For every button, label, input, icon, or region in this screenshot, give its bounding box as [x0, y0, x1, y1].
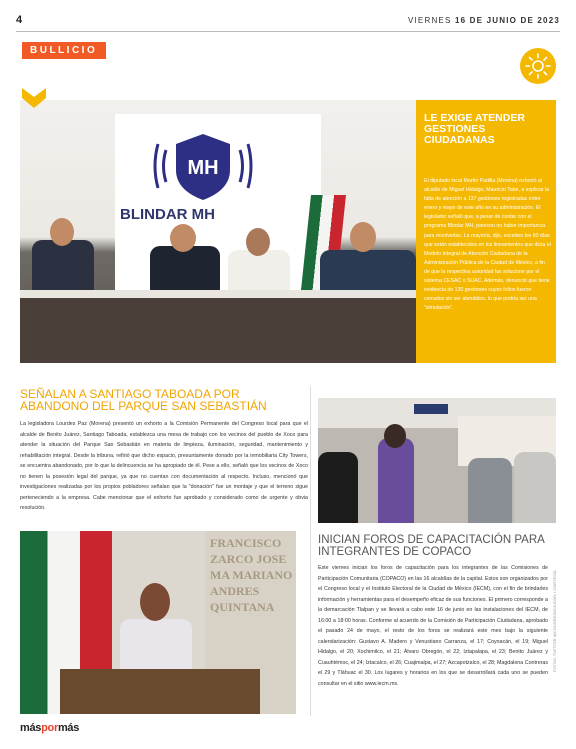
woman-purple	[378, 438, 414, 523]
signboard	[414, 404, 448, 414]
person-4-head	[350, 222, 376, 252]
speaker	[120, 619, 192, 669]
top-story-photo	[20, 100, 416, 363]
svg-text:MH: MH	[187, 157, 219, 179]
podium	[60, 669, 260, 714]
person-2-head	[170, 224, 196, 252]
top-story-title: LE EXIGE ATENDER GESTIONES CIUDADANAS	[424, 112, 525, 146]
speaker-head	[140, 583, 170, 621]
man-right	[514, 452, 556, 523]
left-story-body: La legisladora Lourdes Paz (Morena) presentó un exhorto a la Comisión Permanente del Congreso local para que el alcalde de Benito Juárez, Santiago Taboada, establezca una mesa de trabajo con los vecinos del pueblo de Xoco para atender la situación del Parque San Sebastián en materia de limpieza, iluminación, seguridad, mantenimiento y rehabilitación integral. Desde la tribuna, refirió que dicho espacio, presuntamente donado por la inmobiliaria City Towers, se encuentra abandonado, por lo que la delincuencia se ha apropiado de él. Pese a ello, señaló que los vecinos de Xoco no tienen la posesión legal del parque, ya que no cuentan con documentación al respecto. Incluso, mencionó que investigaciones realizadas por los propios pobladores señalan que la "donación" fue un montaje y que el terreno sigue perteneciendo a la empresa. Cabe mencionar que el exhorto fue aprobado y considerado como de urgente y obvia resolución.	[20, 421, 308, 511]
right-story-body: Este viernes inician los foros de capacitación para los integrantes de las Comisiones de Participación Comunitaria (COPACO) en las 16 alcaldías de la capital. Estos son organizados por el Congreso local y el Instituto Electoral de la Ciudad de México (IECM), con el fin de brindarles información y herramientas para el desempeño eficaz de sus funciones. El primero corresponde a la demarcación Tlalpan y se llevará a cabo este 16 de junio en las instalaciones del IECM, de 16:00 a 18:00 horas. Conforme al acuerdo de la Comisión de Participación Ciudadana, aprobado el pasado 24 de mayo, el resto de los foros se realizará este mes bajo la siguiente calendarización: Gustavo A. Madero y Venustiano Carranza, el 17; Coyoacán, el 19; Miguel Hidalgo, el 20; Xochimilco, el 21; Álvaro Obregón, el 22; Iztapalapa, el 23; Benito Juárez y Cuauhtémoc, el 24; Iztacalco, el 26; Cuajimalpa, el 27; Azcapotzalco, el 28; Magdalena Contreras el 29 y Tláhuac el 30. Los lugares y horarios en los que se desarrollará cada uno se pueden consultar en el sitio www.iecm.mx.	[318, 565, 548, 687]
date-prefix: VIERNES	[407, 16, 452, 25]
woman-black	[318, 452, 358, 523]
left-story-title: SEÑALAN A SANTIAGO TABOADA POR ABANDONO DEL PARQUE SAN SEBASTIÁN	[20, 387, 267, 413]
honor-wall-text: FRANCISCO ZARCO JOSE MA MARIANO ANDRES QUINTANA	[210, 536, 293, 614]
page-number: 4	[16, 14, 23, 26]
section-label: BULLICIO	[22, 42, 106, 59]
blindar-mh-logo	[150, 130, 256, 202]
dateline	[408, 16, 560, 25]
column-rule	[310, 386, 311, 716]
person-1-head	[50, 218, 74, 246]
right-story-photo	[318, 398, 556, 523]
person-3-head	[246, 228, 270, 256]
right-story-title: INICIAN FOROS DE CAPACITACIÓN PARA INTEGRANTES DE COPACO	[318, 534, 545, 558]
brand-logo: máspormás	[20, 722, 80, 734]
top-story-body: El diputado local Martín Padilla (Morena) exhortó al alcalde de Miguel Hidalgo, Mauricio Tabe, a explicar la falta de atención a 137 gestiones registradas entre enero y mayo de este año en su administración. El legislador señaló que, a pesar de contar con el programa Blindar MH, parecen no haber importancia para resolverlas. La mayoría, dijo, exceden los 60 días que están establecidos en los lineamientos que dicta el Modelo Integral de Atención Ciudadana de la Administración Pública de la Ciudad de México, a fin de que la respectiva autoridad las solucione por el sistema CESAC o SUAC. Además, denunció que tiene evidencia de 130 gestiones cuyos folios fueron cerrados sin ser atendidos, lo que podría ser una "simulación".	[424, 178, 551, 312]
sun-icon	[519, 47, 557, 85]
left-story-photo	[20, 531, 296, 714]
blindar-mh-text: BLINDAR MH	[120, 206, 215, 223]
table-papers	[20, 290, 416, 298]
conference-table	[20, 296, 416, 363]
photo-credit: FOTOS: TWITTER @CONGRESOCIUDMX / CORTESÍA	[552, 570, 557, 672]
woman-purple-head	[384, 424, 406, 448]
date-main: 16 DE JUNIO DE 2023	[454, 16, 560, 25]
man-grey	[468, 458, 512, 523]
header-rule	[16, 31, 560, 32]
